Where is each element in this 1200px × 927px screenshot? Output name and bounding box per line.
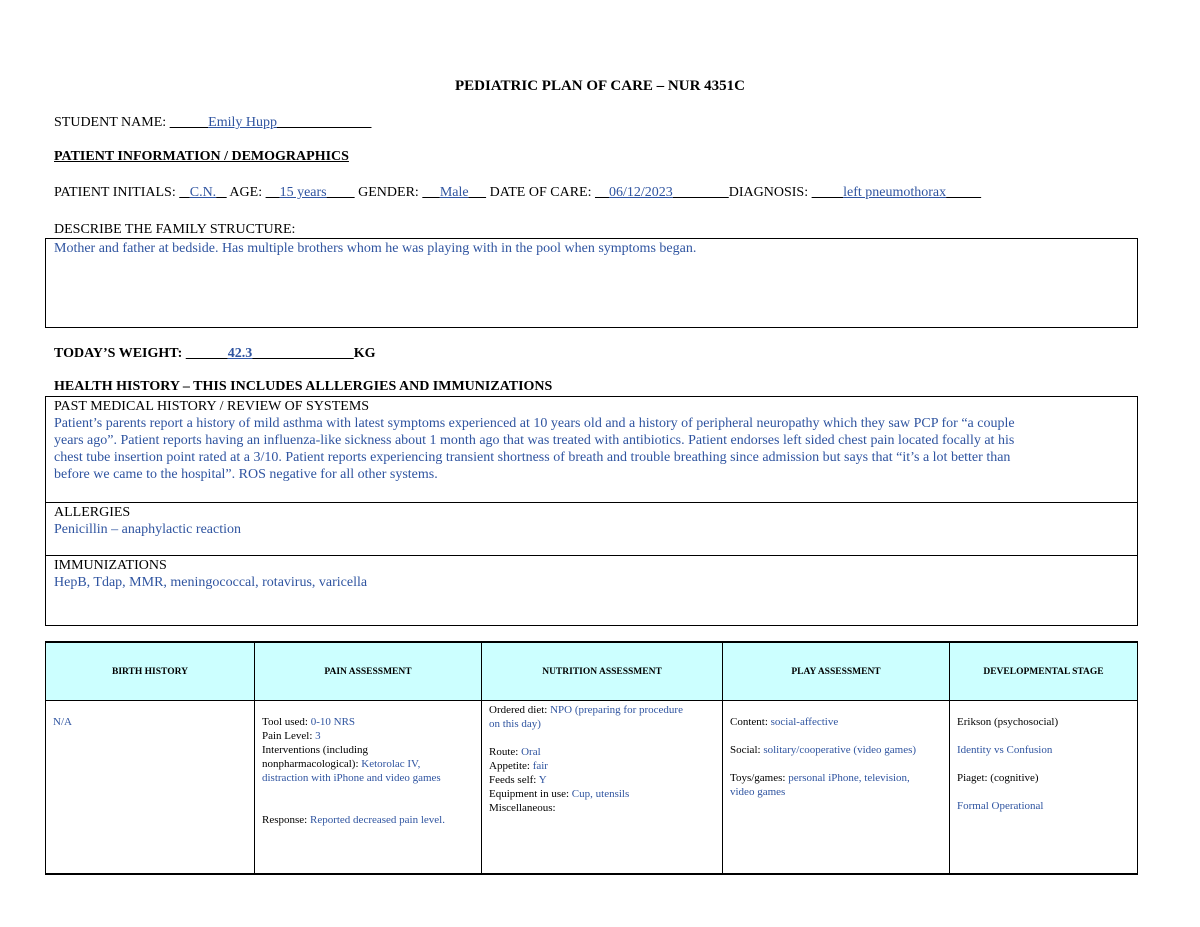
- weight-label: TODAY’S WEIGHT:: [54, 346, 183, 361]
- content-label: Content:: [730, 716, 768, 728]
- erikson-label: Erikson (psychosocial): [957, 716, 1059, 728]
- allergies-text: Penicillin – anaphylactic reaction: [54, 522, 241, 537]
- diagnosis-label: DIAGNOSIS:: [728, 185, 809, 200]
- student-name-line: [54, 115, 371, 131]
- health-history-box: [45, 396, 1138, 626]
- play-assessment-cell[interactable]: [723, 701, 950, 875]
- allergies-label: ALLERGIES: [54, 505, 131, 520]
- initials-value[interactable]: C.N.: [189, 185, 217, 200]
- interventions-value-cont: distraction with iPhone and video games: [262, 772, 441, 784]
- tool-label: Tool used:: [262, 716, 308, 728]
- header-nutrition-assessment: NUTRITION ASSESSMENT: [482, 642, 723, 701]
- route-value: Oral: [521, 746, 541, 758]
- toys-value-cont: video games: [730, 786, 786, 798]
- pmh-line: Patient’s parents report a history of mild asthma with latest symptoms experienced at 10 years old and a history of peripheral neuropathy which they saw PCP for “a couple: [54, 416, 1015, 431]
- weight-line: [54, 346, 376, 362]
- page-title: PEDIATRIC PLAN OF CARE – NUR 4351C: [454, 78, 745, 94]
- erikson-value: Identity vs Confusion: [957, 744, 1053, 756]
- nutrition-assessment-cell[interactable]: [482, 701, 723, 875]
- interventions-label-cont: nonpharmacological):: [262, 758, 359, 770]
- interventions-value: Ketorolac IV,: [361, 758, 421, 770]
- assessment-header-row: [46, 642, 1138, 701]
- pmh-line: before we came to the hospital”. ROS negative for all other systems.: [54, 467, 438, 482]
- toys-value: personal iPhone, television,: [788, 772, 910, 784]
- tool-value: 0-10 NRS: [310, 716, 356, 728]
- equipment-value: Cup, utensils: [571, 788, 630, 800]
- demographics-line: [54, 185, 981, 201]
- immunizations-label: IMMUNIZATIONS: [54, 558, 167, 573]
- initials-label: PATIENT INITIALS:: [54, 185, 176, 200]
- equipment-label: Equipment in use:: [489, 788, 570, 800]
- header-pain-assessment: PAIN ASSESSMENT: [255, 642, 482, 701]
- student-name-value[interactable]: Emily Hupp: [208, 115, 277, 130]
- age-label: AGE:: [229, 185, 263, 200]
- allergies-section[interactable]: [46, 503, 1137, 556]
- content-value: social-affective: [770, 716, 839, 728]
- developmental-stage-cell[interactable]: [950, 701, 1138, 875]
- feeds-self-value: Y: [538, 774, 547, 786]
- gender-value[interactable]: Male: [439, 185, 469, 200]
- diet-value: NPO (preparing for procedure: [550, 704, 683, 716]
- response-label: Response:: [262, 814, 308, 826]
- header-play-assessment: PLAY ASSESSMENT: [723, 642, 950, 701]
- diet-value-cont: on this day): [489, 718, 541, 730]
- pain-level-label: Pain Level:: [262, 730, 313, 742]
- piaget-label: Piaget: (cognitive): [957, 772, 1039, 784]
- family-structure-text: Mother and father at bedside. Has multiple brothers whom he was playing with in the pool when symptoms began.: [54, 241, 697, 256]
- pmh-section[interactable]: [46, 397, 1137, 503]
- appetite-label: Appetite:: [489, 760, 530, 772]
- header-birth-history: BIRTH HISTORY: [46, 642, 255, 701]
- toys-label: Toys/games:: [730, 772, 786, 784]
- gender-label: GENDER:: [358, 185, 419, 200]
- health-history-heading: HEALTH HISTORY – THIS INCLUDES ALLLERGIES AND IMMUNIZATIONS: [54, 379, 553, 394]
- pain-level-value: 3: [315, 730, 321, 742]
- route-label: Route:: [489, 746, 519, 758]
- family-structure-box[interactable]: [45, 238, 1138, 328]
- social-value: solitary/cooperative (video games): [763, 744, 917, 756]
- piaget-value: Formal Operational: [957, 800, 1044, 812]
- date-label: DATE OF CARE:: [489, 185, 592, 200]
- family-structure-label: DESCRIBE THE FAMILY STRUCTURE:: [54, 222, 296, 237]
- response-value: Reported decreased pain level.: [309, 814, 445, 826]
- miscellaneous-label: Miscellaneous:: [489, 802, 556, 814]
- header-developmental-stage: DEVELOPMENTAL STAGE: [950, 642, 1138, 701]
- immunizations-section[interactable]: [46, 556, 1137, 624]
- date-value[interactable]: 06/12/2023: [608, 185, 673, 200]
- interventions-label: Interventions (including: [262, 744, 369, 756]
- assessment-body-row: [46, 701, 1138, 875]
- pmh-line: years ago”. Patient reports having an influenza-like sickness about 1 month ago that was treated with antibiotics. Patient endorses left sided chest pain located focally at his: [54, 433, 1015, 448]
- feeds-self-label: Feeds self:: [489, 774, 537, 786]
- social-label: Social:: [730, 744, 761, 756]
- assessment-table: [45, 641, 1138, 875]
- birth-history-cell[interactable]: [46, 701, 255, 875]
- immunizations-text: HepB, Tdap, MMR, meningococcal, rotavirus, varicella: [54, 575, 368, 590]
- weight-value[interactable]: 42.3: [227, 346, 253, 361]
- weight-unit: KG: [353, 346, 376, 361]
- birth-history-value: N/A: [53, 716, 72, 728]
- age-value[interactable]: 15 years: [279, 185, 327, 200]
- diagnosis-value[interactable]: left pneumothorax: [843, 185, 947, 200]
- student-name-label: STUDENT NAME:: [54, 115, 167, 130]
- pmh-line: chest tube insertion point rated at a 3/10. Patient reports experiencing transient shortness of breath and trouble breathing since admission but says that “it’s a lot better than: [54, 450, 1011, 465]
- patient-info-heading: PATIENT INFORMATION / DEMOGRAPHICS: [54, 149, 349, 164]
- pmh-label: PAST MEDICAL HISTORY / REVIEW OF SYSTEMS: [54, 399, 370, 414]
- appetite-value: fair: [532, 760, 548, 772]
- diet-label: Ordered diet:: [489, 704, 548, 716]
- pain-assessment-cell[interactable]: [255, 701, 482, 875]
